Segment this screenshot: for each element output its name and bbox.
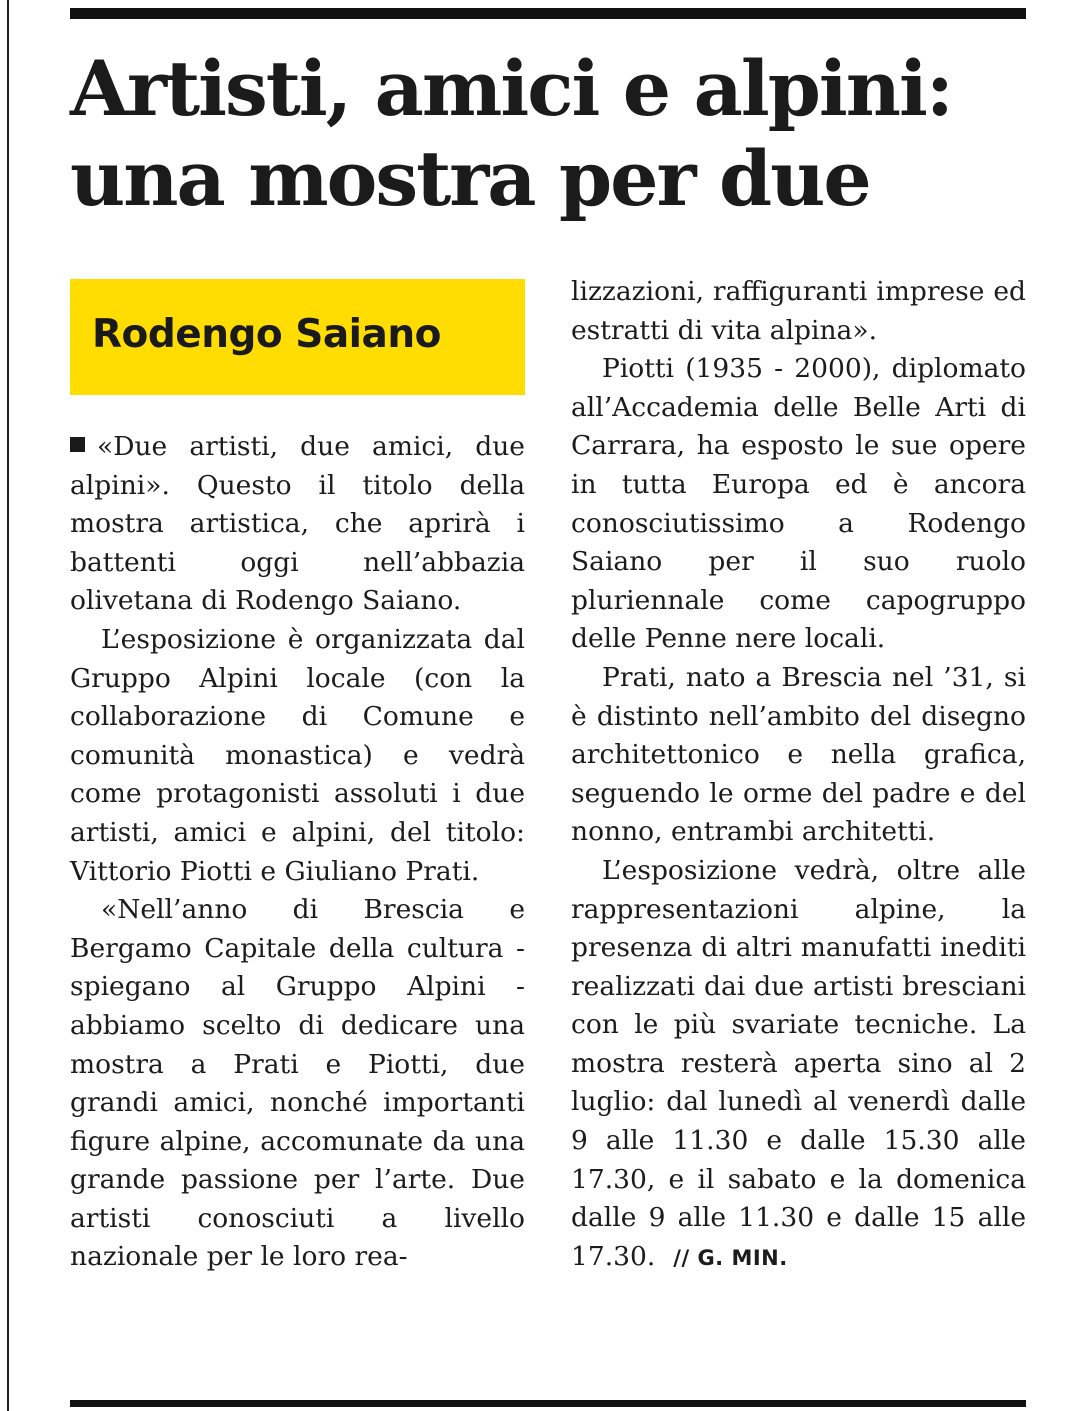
article-headline: Artisti, amici e alpini: una mostra per due xyxy=(70,44,952,223)
paragraph: lizzazioni, raffiguranti imprese ed estratti di vita alpina». xyxy=(571,276,1026,346)
paragraph xyxy=(571,852,1026,1278)
paragraph xyxy=(70,428,525,621)
paragraph: Piotti (1935 - 2000), diplomato all’Accademia delle Belle Arti di Carrara, ha esposto le sue opere in tutta Europa ed è ancora conosciutissimo a Rodengo Saiano per il suo ruolo pluriennale come capogruppo delle Penne nere locali. xyxy=(571,353,1026,655)
article-column-1 xyxy=(70,428,525,1277)
article-column-2 xyxy=(571,273,1026,1277)
kicker-location: Rodengo Saiano xyxy=(92,312,441,357)
paragraph: «Nell’anno di Brescia e Bergamo Capitale della cultura - spiegano al Gruppo Alpini - abbiamo scelto di dedicare una mostra a Prati e Piotti, due grandi amici, nonché importanti figure alpine, accomunate da una grande passione per l’arte. Due artisti conosciuti a livello nazionale per le loro rea- xyxy=(70,894,525,1273)
paragraph: L’esposizione è organizzata dal Gruppo Alpini locale (con la collaborazione di Comune e comunità monastica) e vedrà come protagonisti assoluti i due artisti, amici e alpini, del titolo: Vittorio Piotti e Giuliano Prati. xyxy=(70,623,525,887)
page-edge-line xyxy=(7,0,9,1411)
paragraph-text: «Due artisti, due amici, due alpini». Questo il titolo della mostra artistica, che aprirà i battenti oggi nell’abbazia olivetana di Rodengo Saiano. xyxy=(70,431,525,617)
paragraph: Prati, nato a Brescia nel ’31, si è distinto nell’ambito del disegno architettonico e nella grafica, seguendo le orme del padre e del nonno, entrambi architetti. xyxy=(571,661,1026,848)
kicker-box xyxy=(70,279,525,395)
top-rule xyxy=(70,8,1026,19)
byline: // G. MIN. xyxy=(673,1245,788,1270)
lead-square-icon xyxy=(70,437,85,452)
paragraph-text: L’esposizione vedrà, oltre alle rappresentazioni alpine, la presenza di altri manufatti inediti realizzati dai due artisti bresciani con le più svariate tecniche. La mostra resterà aperta sino al 2 luglio: dal lunedì al venerdì dalle 9 alle 11.30 e dalle 15.30 alle 17.30, e il sabato e la domenica dalle 9 alle 11.30 e dalle 15 alle 17.30. xyxy=(571,854,1026,1272)
bottom-rule xyxy=(70,1400,1026,1407)
